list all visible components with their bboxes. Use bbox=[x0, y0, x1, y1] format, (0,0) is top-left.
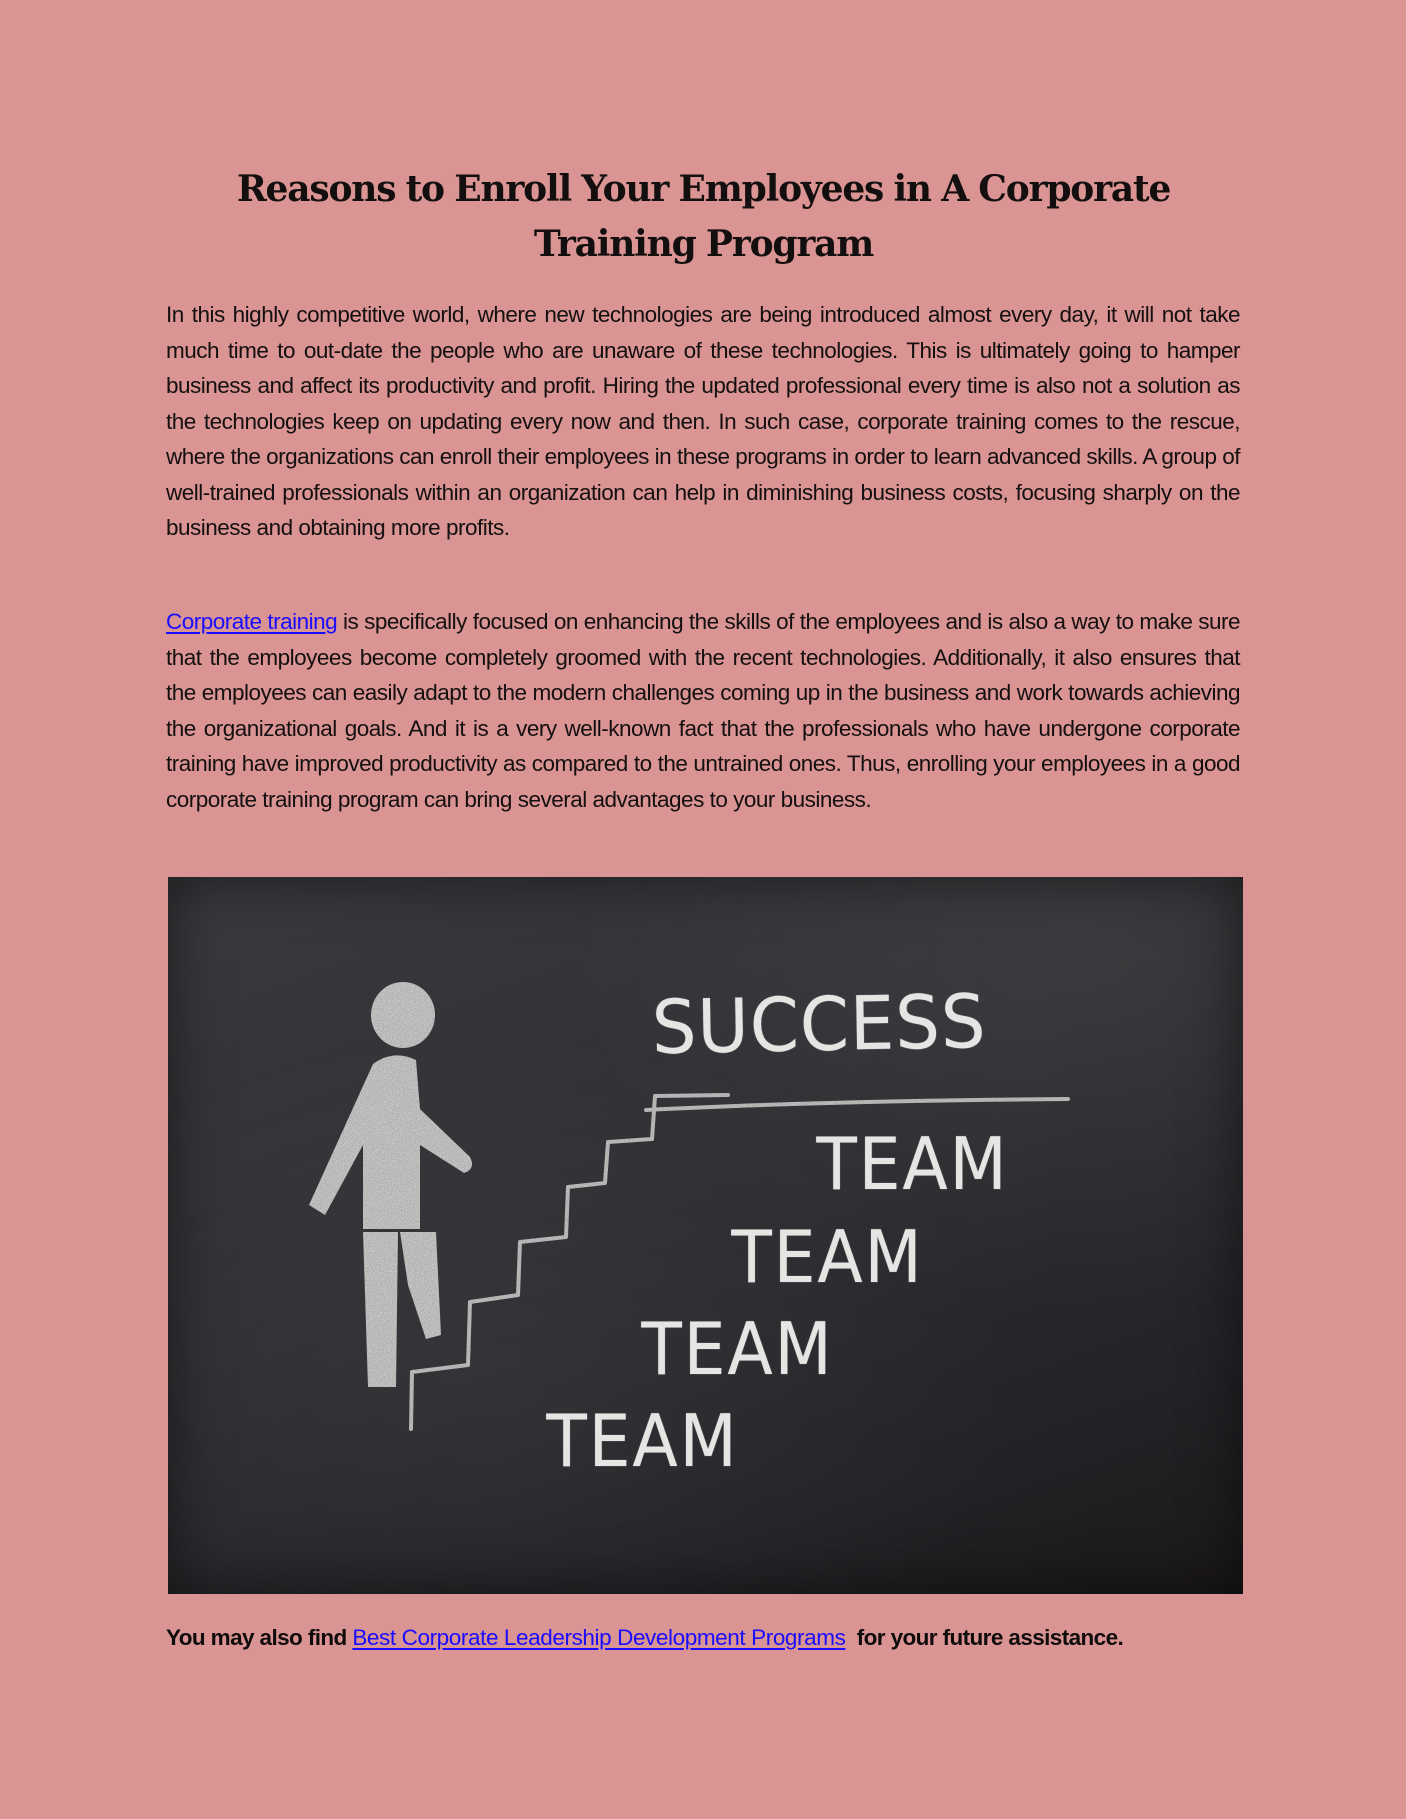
chalk-word-team: TEAM bbox=[731, 1215, 924, 1299]
corporate-training-paragraph bbox=[166, 604, 1240, 817]
chalk-word-team: TEAM bbox=[816, 1122, 1009, 1206]
further-reading-prefix: You may also find bbox=[166, 1625, 353, 1650]
intro-paragraph-text: In this highly competitive world, where new technologies are being introduced almost every day, it will not take much time to out-date the people who are unaware of these technologies. This is ultimately going to hamper business and affect its productivity and profit. Hiring the updated professional every time is also not a solution as the technologies keep on updating every now and then. In such case, corporate training comes to the rescue, where the organizations can enroll their employees in these programs in order to learn advanced skills. A group of well-trained professionals within an organization can help in diminishing business costs, focusing sharply on the business and obtaining more profits. bbox=[166, 302, 1240, 540]
leadership-programs-link[interactable]: Best Corporate Leadership Development Programs bbox=[352, 1625, 846, 1650]
corporate-training-paragraph-text: is specifically focused on enhancing the skills of the employees and is also a way to make sure that the employees become completely groomed with the recent technologies. Additionally, it also ensures that the employees can easily adapt to the modern challenges coming up in the business and work towards achieving the organizational goals. And it is a very well-known fact that the professionals who have undergone corporate training have improved productivity as compared to the untrained ones. Thus, enrolling your employees in a good corporate training program can bring several advantages to your business. bbox=[166, 609, 1240, 812]
chalk-word-team: TEAM bbox=[546, 1399, 739, 1483]
chalk-word-team: TEAM bbox=[641, 1307, 834, 1391]
corporate-training-link[interactable]: Corporate training bbox=[166, 609, 338, 634]
success-chalkboard-image bbox=[168, 877, 1243, 1594]
intro-paragraph bbox=[166, 297, 1240, 546]
further-reading-line bbox=[166, 1621, 1266, 1655]
page-title: Reasons to Enroll Your Employees in A Corporate Training Program bbox=[236, 168, 1171, 265]
chalk-word-success: SUCCESS bbox=[651, 978, 988, 1072]
further-reading-suffix: for your future assistance. bbox=[845, 1625, 1124, 1650]
